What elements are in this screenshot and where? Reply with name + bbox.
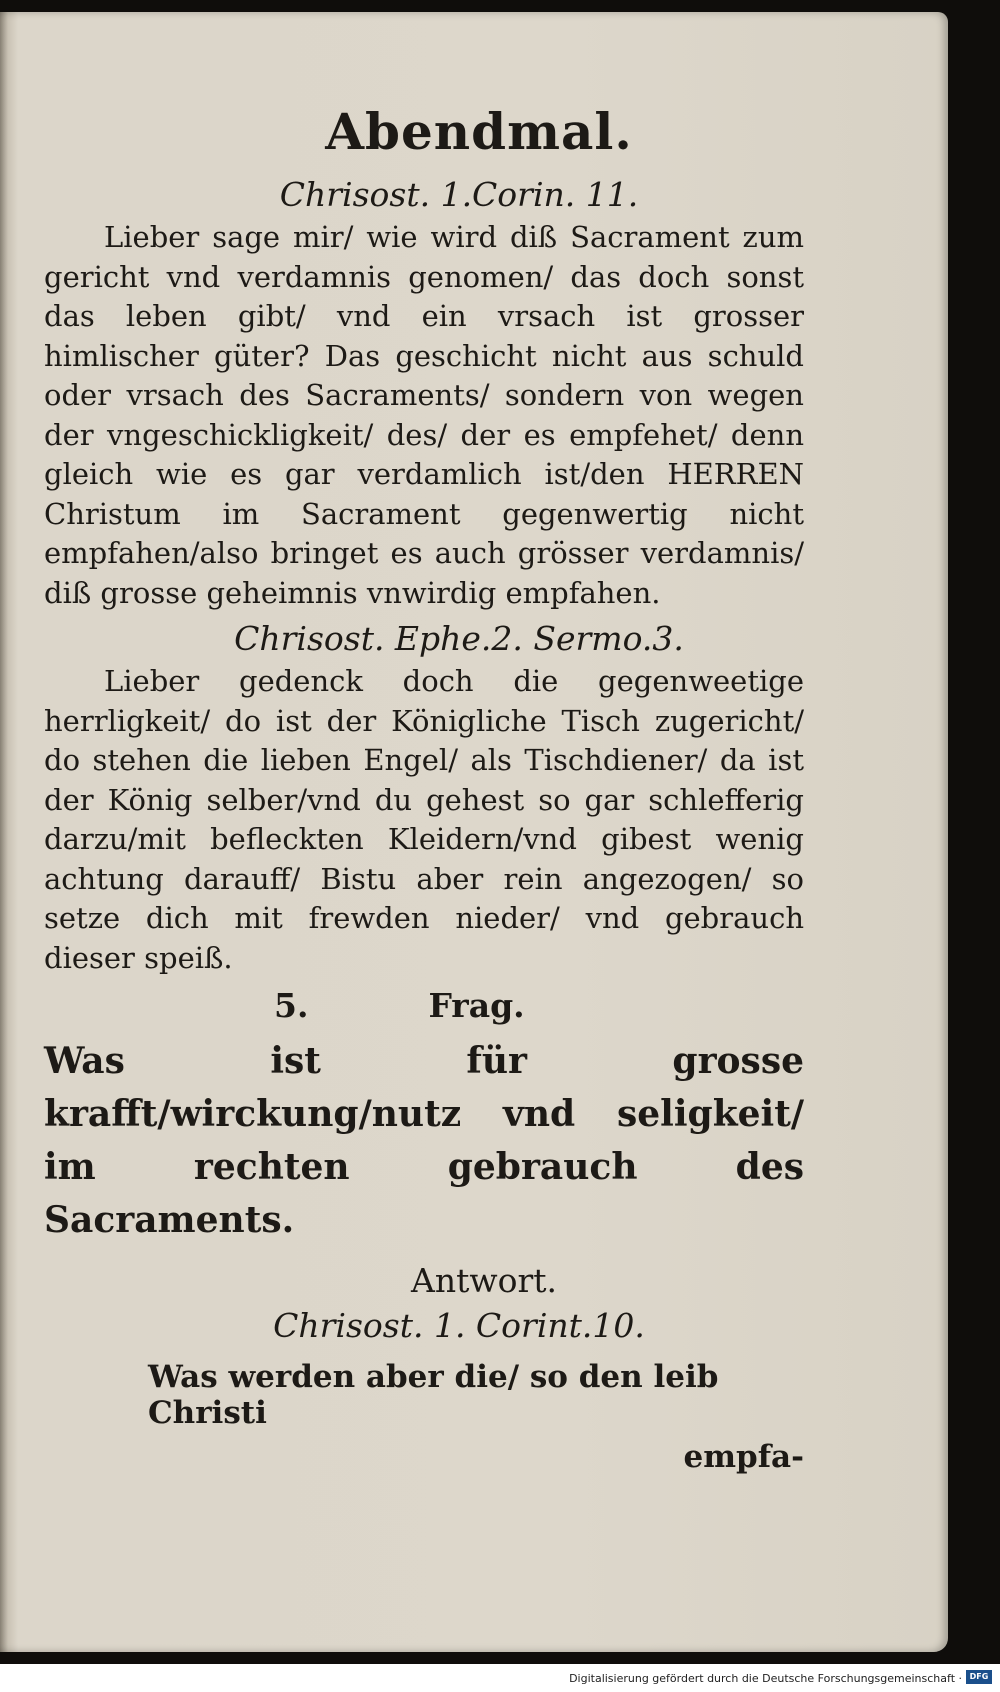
footer-credit: Digitalisierung gefördert durch die Deutsche Forschungsgemeinschaft · [569, 1672, 962, 1685]
paragraph-2 [44, 662, 804, 978]
citation-1: Chrisost. 1.Corin. 11. [279, 175, 639, 214]
question-header [44, 986, 804, 1025]
paragraph-1-text: Lieber sage mir/ wie wird diß Sacrament zum gericht vnd verdamnis genomen/ das doch sonst das leben gibt/ vnd ein vrsach ist grosser himlischer güter? Das geschicht nicht aus schuld oder vrsach des Sacraments/ sondern von wegen der vngeschickligkeit/ des/ der es empfehet/ denn gleich wie es gar verdamlich ist/den HERREN Christum im Sacrament gegenwertig nicht empfahen/also bringet es auch grösser verdamnis/ diß grosse geheimnis vnwirdig empfahen. [44, 220, 804, 610]
question-number: 5. [274, 986, 309, 1025]
paragraph-2-text: Lieber gedenck doch die gegenweetige herrligkeit/ do ist der Königliche Tisch zugericht/ do stehen die lieben Engel/ als Tischdiener/ da ist der König selber/vnd du gehest so gar schlefferig darzu/mit befleckten Kleidern/vnd gibest wenig achtung darauff/ Bistu aber rein angezogen/ so setze dich mit frewden nieder/ vnd gebrauch dieser speiß. [44, 664, 804, 975]
answer-label: Antwort. [411, 1261, 557, 1300]
question-label: Frag. [428, 986, 525, 1025]
citation-2: Chrisost. Ephe.2. Sermo.3. [234, 619, 684, 658]
paragraph-1 [44, 218, 804, 613]
paragraph-3-text: Was werden aber die/ so den leib Christi [148, 1359, 719, 1431]
footer-bar [0, 1664, 1000, 1692]
page-content [44, 82, 804, 1475]
question-text: Was ist für grosse krafft/wirckung/nutz vnd seligkeit/ im rechten gebrauch des Sacraments. [44, 1040, 804, 1241]
book-page [0, 12, 948, 1652]
dfg-logo-icon: DFG [966, 1670, 992, 1684]
catchword: empfa- [683, 1439, 804, 1475]
citation-3: Chrisost. 1. Corint.10. [273, 1306, 645, 1345]
page-heading: Abendmal. [325, 102, 633, 161]
